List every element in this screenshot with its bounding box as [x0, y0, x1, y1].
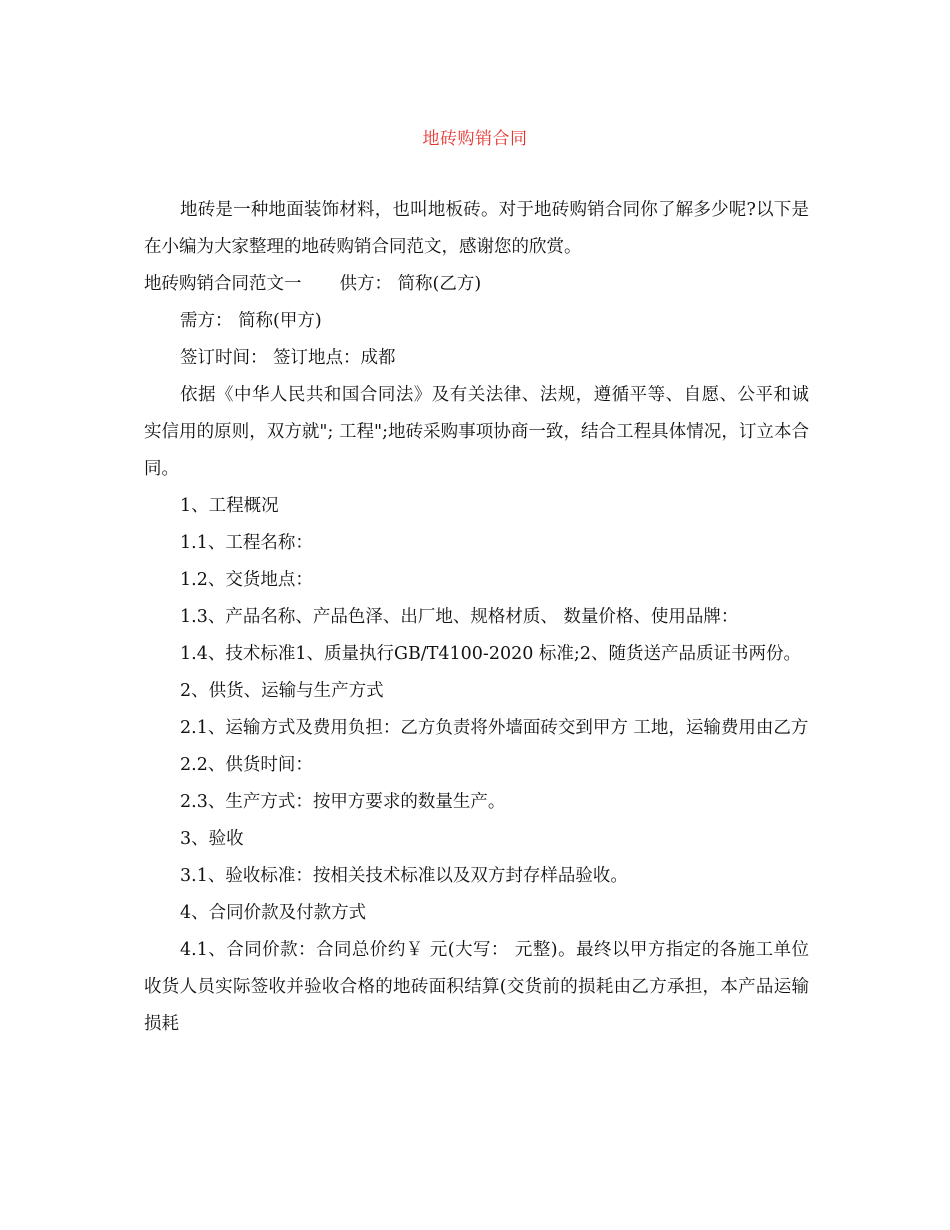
document-body: [144, 192, 809, 1043]
section-3: 3、验收: [180, 829, 244, 849]
supplier-line: 供方： 简称(乙方): [339, 274, 482, 294]
section-1-2: 1.2、交货地点：: [180, 570, 313, 590]
sample-heading-line: [144, 266, 809, 303]
section-2-1: 2.1、运输方式及费用负担：乙方负责将外墙面砖交到甲方 工地，运输费用由乙方: [180, 718, 809, 738]
section-1-4: 1.4、技术标准1、质量执行GB/T4100-2020 标准;2、随货送产品质证书两份。: [180, 644, 801, 664]
buyer-line: 需方： 简称(甲方): [180, 311, 322, 331]
document-title: 地砖购销合同: [422, 129, 528, 149]
intro-paragraph: 地砖是一种地面装饰材料，也叫地板砖。对于地砖购销合同你了解多少呢?以下是在小编为大家整理的地砖购销合同范文，感谢您的欣赏。: [144, 200, 809, 257]
section-1-1: 1.1、工程名称：: [180, 533, 313, 553]
section-2-3: 2.3、生产方式：按甲方要求的数量生产。: [180, 792, 506, 812]
sign-info-line: 签订时间： 签订地点：成都: [180, 348, 396, 368]
section-2-2: 2.2、供货时间：: [180, 755, 313, 775]
section-2: 2、供货、运输与生产方式: [180, 681, 384, 701]
section-3-1: 3.1、验收标准：按相关技术标准以及双方封存样品验收。: [180, 866, 628, 886]
section-4: 4、合同价款及付款方式: [180, 903, 367, 923]
section-1: 1、工程概况: [180, 496, 279, 516]
section-1-3: 1.3、产品名称、产品色泽、出厂地、规格材质、 数量价格、使用品牌：: [180, 607, 739, 627]
sample-heading: 地砖购销合同范文一: [144, 274, 302, 294]
preamble-paragraph: 依据《中华人民共和国合同法》及有关法律、法规，遵循平等、自愿、公平和诚实信用的原则，双方就"; 工程";地砖采购事项协商一致，结合工程具体情况，订立本合同。: [144, 385, 809, 479]
section-4-1: 4.1、合同价款：合同总价约￥ 元(大写： 元整)。最终以甲方指定的各施工单位收货人员实际签收并验收合格的地砖面积结算(交货前的损耗由乙方承担，本产品运输损耗: [144, 940, 809, 1034]
